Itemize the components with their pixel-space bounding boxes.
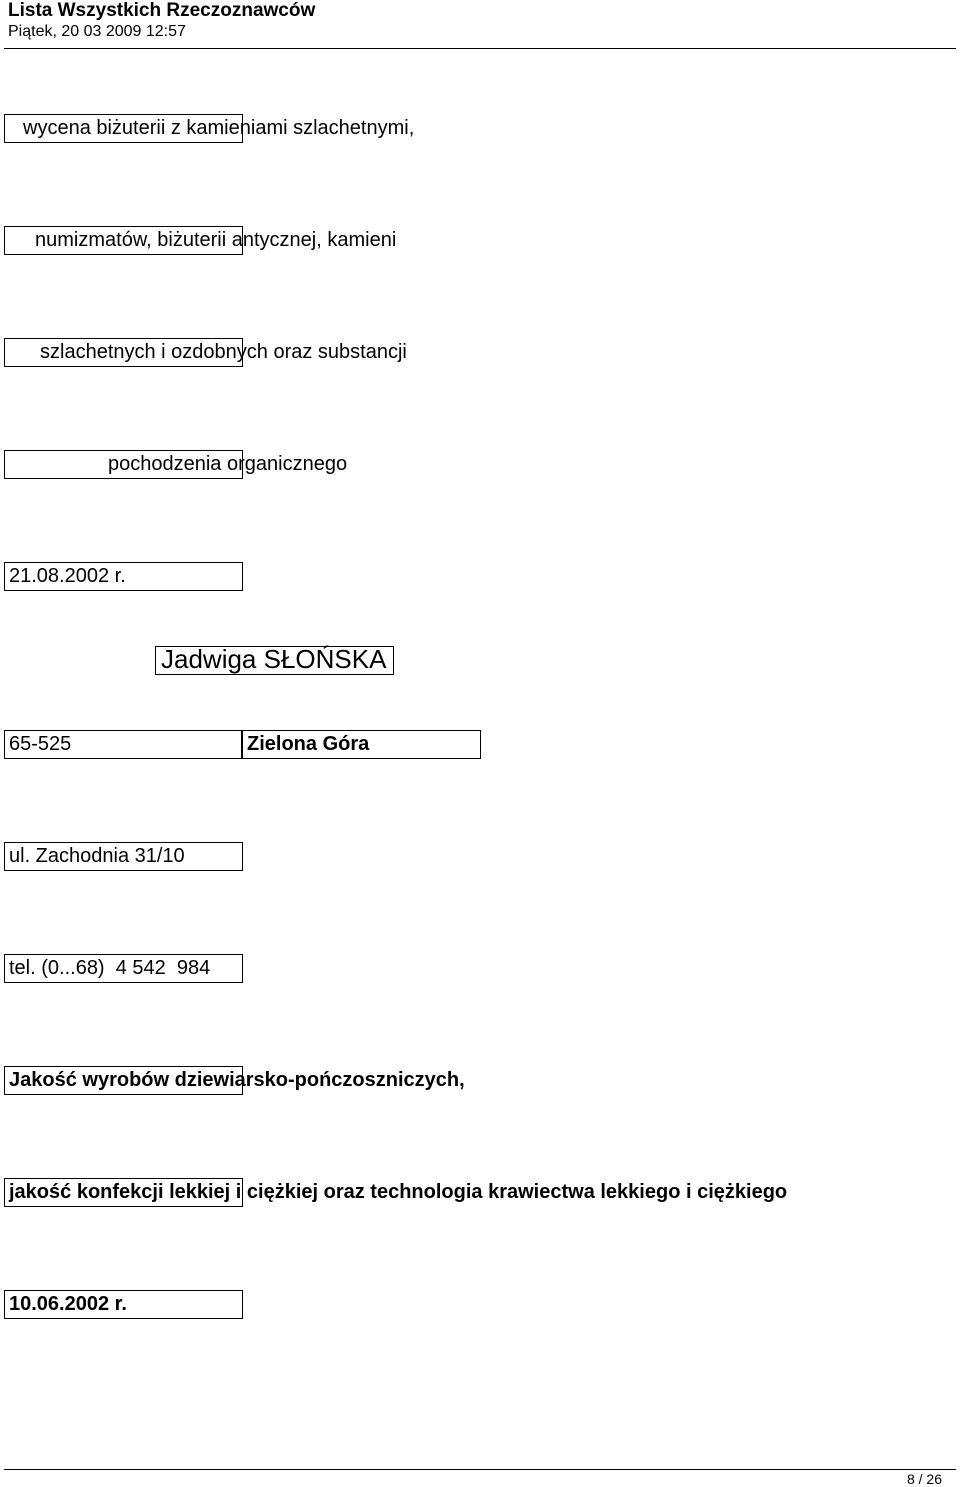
phone-number: tel. (0...68) 4 542 984 xyxy=(9,957,211,979)
specialization-line-1: Jakość wyrobów dziewiarsko-pończoszniczych, xyxy=(9,1069,465,1091)
street-address: ul. Zachodnia 31/10 xyxy=(9,845,185,867)
description-line-4: pochodzenia organicznego xyxy=(108,453,348,475)
postal-code: 65-525 xyxy=(9,733,72,755)
page-number: 8 / 26 xyxy=(906,1471,942,1487)
description-line-3: szlachetnych i ozdobnych oraz substancji xyxy=(40,341,407,363)
page-header-date: Piątek, 20 03 2009 12:57 xyxy=(8,23,186,40)
specialization-line-2: jakość konfekcji lekkiej i ciężkiej oraz technologia krawiectwa lekkiego i ciężkiego xyxy=(9,1181,788,1203)
page-header-title: Lista Wszystkich Rzeczoznawców xyxy=(8,0,316,21)
description-line-2: numizmatów, biżuterii antycznej, kamieni xyxy=(35,229,397,251)
header-divider xyxy=(4,48,956,49)
description-line-1: wycena biżuterii z kamieniami szlachetnymi, xyxy=(23,117,415,139)
city-name: Zielona Góra xyxy=(247,733,370,755)
date-field: 21.08.2002 r. xyxy=(9,565,126,587)
footer-divider xyxy=(4,1469,956,1470)
date-field-2: 10.06.2002 r. xyxy=(9,1293,127,1315)
expert-name: Jadwiga SŁOŃSKA xyxy=(161,644,387,674)
